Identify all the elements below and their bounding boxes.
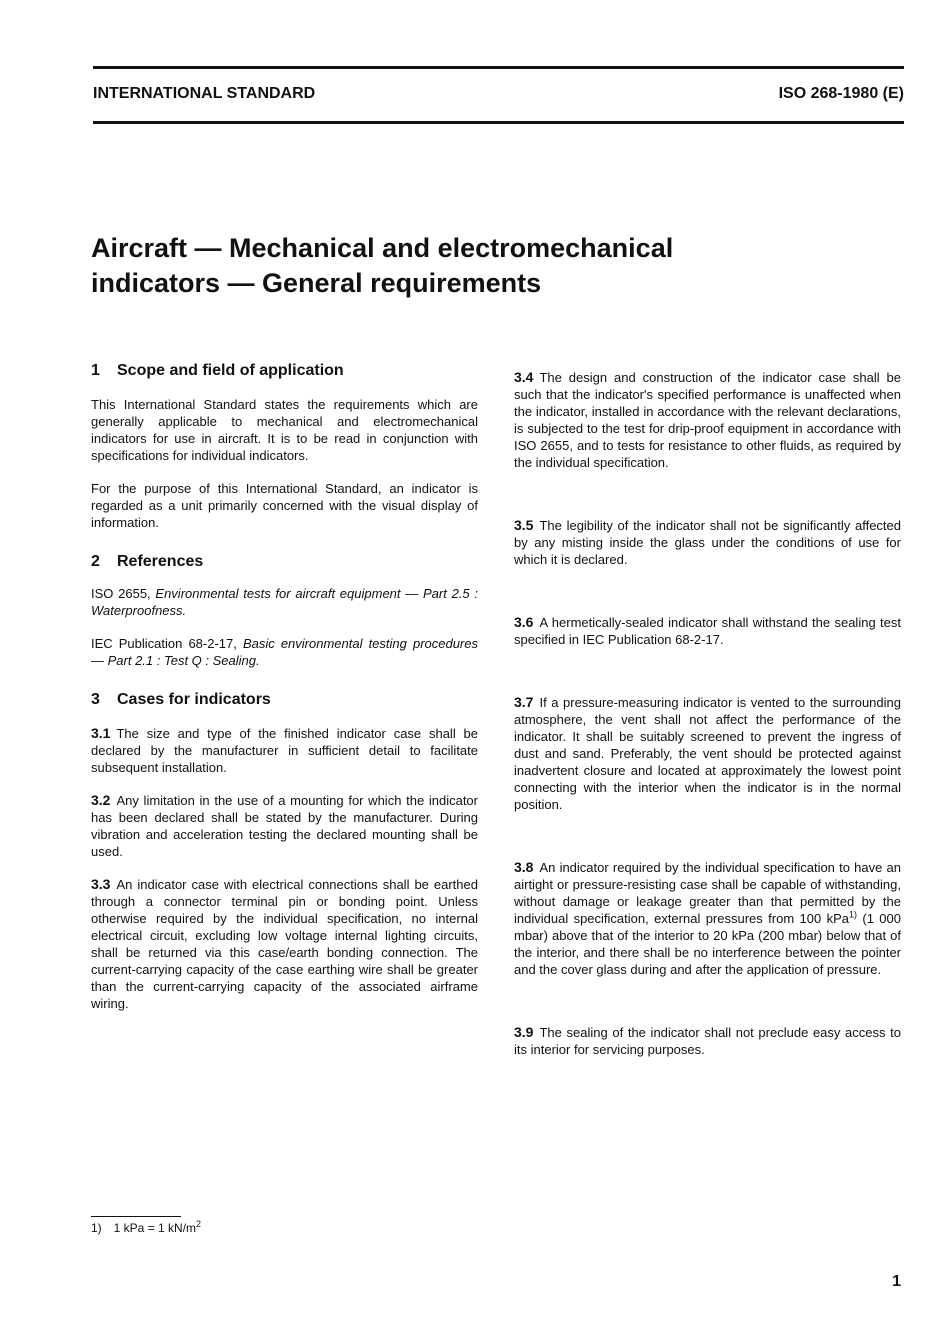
section-title: References <box>117 553 204 570</box>
clause-number: 3.8 <box>514 859 534 875</box>
clause-number: 3.7 <box>514 694 534 710</box>
left-column <box>91 362 478 1012</box>
clause-text: The sealing of the indicator shall not preclude easy access to its interior for servicing purposes. <box>514 1025 901 1057</box>
section-number: 2 <box>91 553 100 570</box>
clause-text: The size and type of the finished indicator case shall be declared by the manufacturer in sufficient detail to facilitate subsequent installation. <box>91 726 478 775</box>
reference-prefix: ISO 2655, <box>91 586 156 601</box>
clause-number: 3.5 <box>514 517 534 533</box>
header-standard-label: INTERNATIONAL STANDARD <box>93 85 316 102</box>
clause-number: 3.4 <box>514 369 534 385</box>
footnote-superscript: 2 <box>196 1219 202 1229</box>
paragraph: This International Standard states the requirements which are generally applicable to mechanical and electromechanical indicators for use in aircraft. It is to be read in conjunction with specifications for individual indicators. <box>91 397 478 463</box>
header-document-number: ISO 268-1980 (E) <box>778 85 904 102</box>
clause-text: If a pressure-measuring indicator is vented to the surrounding atmosphere, the vent shall not affect the performance of the indicator. It shall be suitably screened to prevent the ingress of dust and sand. Preferably, the vent should be protected against inadvertent closure and located at approximately the lowest point connecting with the interior when the indicator is in the normal position. <box>514 695 901 812</box>
clause-3-7 <box>514 694 901 813</box>
clause-number: 3.9 <box>514 1024 534 1040</box>
section-1-heading <box>91 362 478 379</box>
clause-number: 3.6 <box>514 614 534 630</box>
section-title: Scope and field of application <box>117 362 344 379</box>
reference-prefix: IEC Publication 68-2-17, <box>91 636 243 651</box>
clause-text: The design and construction of the indicator case shall be such that the indicator's specified performance is unaffected when the indicator, installed in accordance with the relevant declarations, is subjected to the test for drip-proof equipment in accordance with ISO 2655, and to tests for resistance to other fluids, as required by the individual specification. <box>514 370 901 470</box>
clause-text: A hermetically-sealed indicator shall withstand the sealing test specified in IEC Publication 68-2-17. <box>514 615 901 647</box>
clause-number: 3.2 <box>91 792 111 808</box>
clause-3-8 <box>514 859 901 978</box>
title-line-1: Aircraft — Mechanical and electromechanical <box>91 233 674 263</box>
section-3-heading <box>91 691 478 708</box>
clause-3-3 <box>91 876 478 1012</box>
clause-number: 3.3 <box>91 876 111 892</box>
clause-text: An indicator case with electrical connections shall be earthed through a connector terminal pin or bonding point. Unless otherwise required by the individual specification, no internal electrical circuit, excluding low voltage internal lighting circuits, shall be returned via this case/earth bonding connection. The current-carrying capacity of the case earthing wire shall be greater than the current-carrying capacity of the associated airframe wiring. <box>91 877 478 1011</box>
header-bottom-rule <box>93 121 904 124</box>
footnote-reference: 1) <box>848 909 857 920</box>
reference-item <box>91 635 478 669</box>
section-2-heading <box>91 553 478 570</box>
clause-3-2 <box>91 792 478 860</box>
clause-3-9 <box>514 1024 901 1058</box>
clause-text: Any limitation in the use of a mounting for which the indicator has been declared shall be stated by the manufacturer. During vibration and acceleration testing the declared mounting shall be used. <box>91 793 478 859</box>
clause-text: An indicator required by the individual specification to have an airtight or pressure-resisting case shall be capable of withstanding, without damage or leakage greater than that permitted by the individual specification, external pressures from 100 kPa <box>514 860 901 926</box>
paragraph: For the purpose of this International Standard, an indicator is regarded as a unit primarily concerned with the visual display of information. <box>91 481 478 530</box>
right-column <box>514 369 901 1058</box>
clause-number: 3.1 <box>91 725 111 741</box>
footnote <box>91 1221 201 1235</box>
footnote-mark: 1) <box>91 1221 102 1235</box>
section-number: 3 <box>91 691 100 708</box>
title-line-2: indicators — General requirements <box>91 268 542 298</box>
clause-text: The legibility of the indicator shall not be significantly affected by any misting inside the glass under the conditions of use for which it is declared. <box>514 518 901 567</box>
header-top-rule <box>93 66 904 69</box>
reference-title: Environmental tests for aircraft equipment — Part 2.5 : Waterproofness. <box>91 586 478 618</box>
document-title <box>91 231 851 301</box>
clause-3-5 <box>514 517 901 568</box>
reference-title: Basic environmental testing procedures — Part 2.1 : Test Q : Sealing. <box>91 636 478 668</box>
clause-3-6 <box>514 614 901 648</box>
reference-item <box>91 585 478 619</box>
clause-3-4 <box>514 369 901 471</box>
clause-text-continued: (1 000 mbar) above that of the interior to 20 kPa (200 mbar) below that of the interior, and there shall be no interference between the pointer and the cover glass during and after the application of pressure. <box>514 911 901 977</box>
footnote-separator <box>91 1216 181 1217</box>
section-number: 1 <box>91 362 100 379</box>
footnote-text: 1 kPa = 1 kN/m <box>113 1221 197 1235</box>
section-title: Cases for indicators <box>117 691 271 708</box>
page-number: 1 <box>892 1273 901 1290</box>
clause-3-1 <box>91 725 478 776</box>
